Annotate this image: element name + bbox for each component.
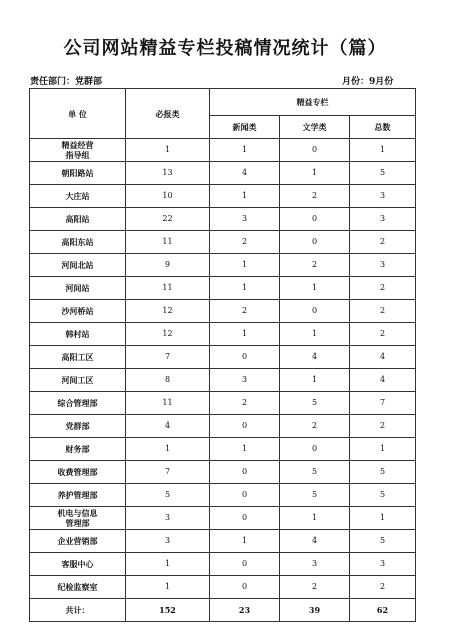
total-literary: 39	[280, 599, 350, 622]
cell-unit: 河间工区	[30, 369, 126, 392]
submission-table	[29, 88, 416, 622]
cell-total: 3	[350, 254, 416, 277]
cell-total: 1	[350, 139, 416, 162]
cell-required: 3	[126, 507, 210, 530]
cell-literary: 0	[280, 208, 350, 231]
cell-news: 0	[210, 576, 280, 599]
cell-literary: 2	[280, 576, 350, 599]
total-news: 23	[210, 599, 280, 622]
cell-total: 1	[350, 438, 416, 461]
table-row	[30, 461, 416, 484]
cell-total: 4	[350, 369, 416, 392]
cell-literary: 2	[280, 415, 350, 438]
cell-literary: 1	[280, 277, 350, 300]
cell-total: 2	[350, 300, 416, 323]
cell-required: 11	[126, 231, 210, 254]
table-row	[30, 346, 416, 369]
cell-news: 1	[210, 254, 280, 277]
cell-literary: 3	[280, 553, 350, 576]
cell-required: 12	[126, 323, 210, 346]
cell-unit: 韩村站	[30, 323, 126, 346]
cell-unit: 大庄站	[30, 185, 126, 208]
cell-required: 1	[126, 553, 210, 576]
cell-unit: 党群部	[30, 415, 126, 438]
cell-news: 1	[210, 277, 280, 300]
table-row	[30, 369, 416, 392]
cell-total: 2	[350, 323, 416, 346]
cell-news: 0	[210, 507, 280, 530]
cell-news: 1	[210, 139, 280, 162]
cell-required: 13	[126, 162, 210, 185]
table-row	[30, 254, 416, 277]
cell-required: 5	[126, 484, 210, 507]
cell-news: 3	[210, 208, 280, 231]
page-title: 公司网站精益专栏投稿情况统计（篇）	[63, 38, 387, 59]
cell-unit: 客服中心	[30, 553, 126, 576]
cell-news: 0	[210, 553, 280, 576]
table-row	[30, 530, 416, 553]
table-row	[30, 392, 416, 415]
cell-unit: 朝阳路站	[30, 162, 126, 185]
cell-total: 7	[350, 392, 416, 415]
cell-news: 1	[210, 438, 280, 461]
header-column-group: 精益专栏	[210, 89, 416, 116]
cell-news: 0	[210, 461, 280, 484]
cell-literary: 4	[280, 346, 350, 369]
cell-unit: 高阳东站	[30, 231, 126, 254]
cell-total: 3	[350, 185, 416, 208]
cell-total: 3	[350, 208, 416, 231]
cell-news: 1	[210, 185, 280, 208]
cell-required: 11	[126, 392, 210, 415]
cell-unit: 高阳站	[30, 208, 126, 231]
cell-unit: 沙河桥站	[30, 300, 126, 323]
cell-literary: 0	[280, 300, 350, 323]
table-row	[30, 484, 416, 507]
cell-required: 12	[126, 300, 210, 323]
cell-literary: 1	[280, 162, 350, 185]
table-row	[30, 323, 416, 346]
cell-literary: 1	[280, 369, 350, 392]
cell-unit: 收费管理部	[30, 461, 126, 484]
cell-literary: 2	[280, 254, 350, 277]
department-label: 责任部门：党群部	[30, 77, 103, 87]
cell-literary: 5	[280, 484, 350, 507]
cell-total: 3	[350, 553, 416, 576]
cell-news: 3	[210, 369, 280, 392]
cell-total: 5	[350, 162, 416, 185]
table-row	[30, 553, 416, 576]
cell-total: 2	[350, 576, 416, 599]
total-required: 152	[126, 599, 210, 622]
cell-unit: 河间站	[30, 277, 126, 300]
cell-required: 3	[126, 530, 210, 553]
cell-literary: 0	[280, 231, 350, 254]
cell-unit: 企业营销部	[30, 530, 126, 553]
cell-required: 11	[126, 277, 210, 300]
cell-required: 1	[126, 576, 210, 599]
table-row	[30, 139, 416, 162]
cell-total: 2	[350, 415, 416, 438]
cell-required: 4	[126, 415, 210, 438]
cell-news: 0	[210, 484, 280, 507]
cell-required: 10	[126, 185, 210, 208]
cell-literary: 2	[280, 185, 350, 208]
header-total: 总数	[350, 116, 416, 139]
header-required: 必报类	[126, 89, 210, 139]
total-row	[30, 599, 416, 622]
cell-news: 1	[210, 323, 280, 346]
header-news: 新闻类	[210, 116, 280, 139]
table-row	[30, 300, 416, 323]
table-row	[30, 415, 416, 438]
cell-literary: 4	[280, 530, 350, 553]
cell-total: 5	[350, 461, 416, 484]
cell-literary: 0	[280, 438, 350, 461]
cell-unit: 精益经营 指导组	[30, 139, 126, 162]
meta-line	[30, 74, 420, 88]
table-row	[30, 507, 416, 530]
cell-news: 2	[210, 392, 280, 415]
cell-required: 22	[126, 208, 210, 231]
cell-unit: 综合管理部	[30, 392, 126, 415]
cell-news: 2	[210, 300, 280, 323]
cell-required: 7	[126, 346, 210, 369]
header-literary: 文学类	[280, 116, 350, 139]
cell-news: 2	[210, 231, 280, 254]
total-sum: 62	[350, 599, 416, 622]
cell-news: 0	[210, 415, 280, 438]
cell-required: 1	[126, 139, 210, 162]
table-row	[30, 277, 416, 300]
table-row	[30, 576, 416, 599]
cell-unit: 财务部	[30, 438, 126, 461]
table-body	[30, 139, 416, 599]
cell-total: 4	[350, 346, 416, 369]
cell-unit: 养护管理部	[30, 484, 126, 507]
cell-literary: 0	[280, 139, 350, 162]
cell-news: 1	[210, 530, 280, 553]
cell-required: 9	[126, 254, 210, 277]
cell-literary: 1	[280, 323, 350, 346]
cell-unit: 纪检监察室	[30, 576, 126, 599]
cell-news: 4	[210, 162, 280, 185]
cell-literary: 5	[280, 461, 350, 484]
cell-literary: 5	[280, 392, 350, 415]
cell-total: 2	[350, 231, 416, 254]
cell-required: 7	[126, 461, 210, 484]
cell-unit: 机电与信息 管理部	[30, 507, 126, 530]
cell-total: 2	[350, 277, 416, 300]
table-row	[30, 185, 416, 208]
cell-total: 1	[350, 507, 416, 530]
cell-required: 8	[126, 369, 210, 392]
cell-required: 1	[126, 438, 210, 461]
cell-unit: 河间北站	[30, 254, 126, 277]
month-label: 月份：9月份	[342, 77, 394, 87]
cell-literary: 1	[280, 507, 350, 530]
table-row	[30, 208, 416, 231]
table-row	[30, 438, 416, 461]
cell-unit: 高阳工区	[30, 346, 126, 369]
table-row	[30, 231, 416, 254]
total-label: 共计：	[30, 599, 126, 622]
cell-news: 0	[210, 346, 280, 369]
cell-total: 5	[350, 484, 416, 507]
cell-total: 5	[350, 530, 416, 553]
table-row	[30, 162, 416, 185]
header-unit: 单 位	[30, 89, 126, 139]
